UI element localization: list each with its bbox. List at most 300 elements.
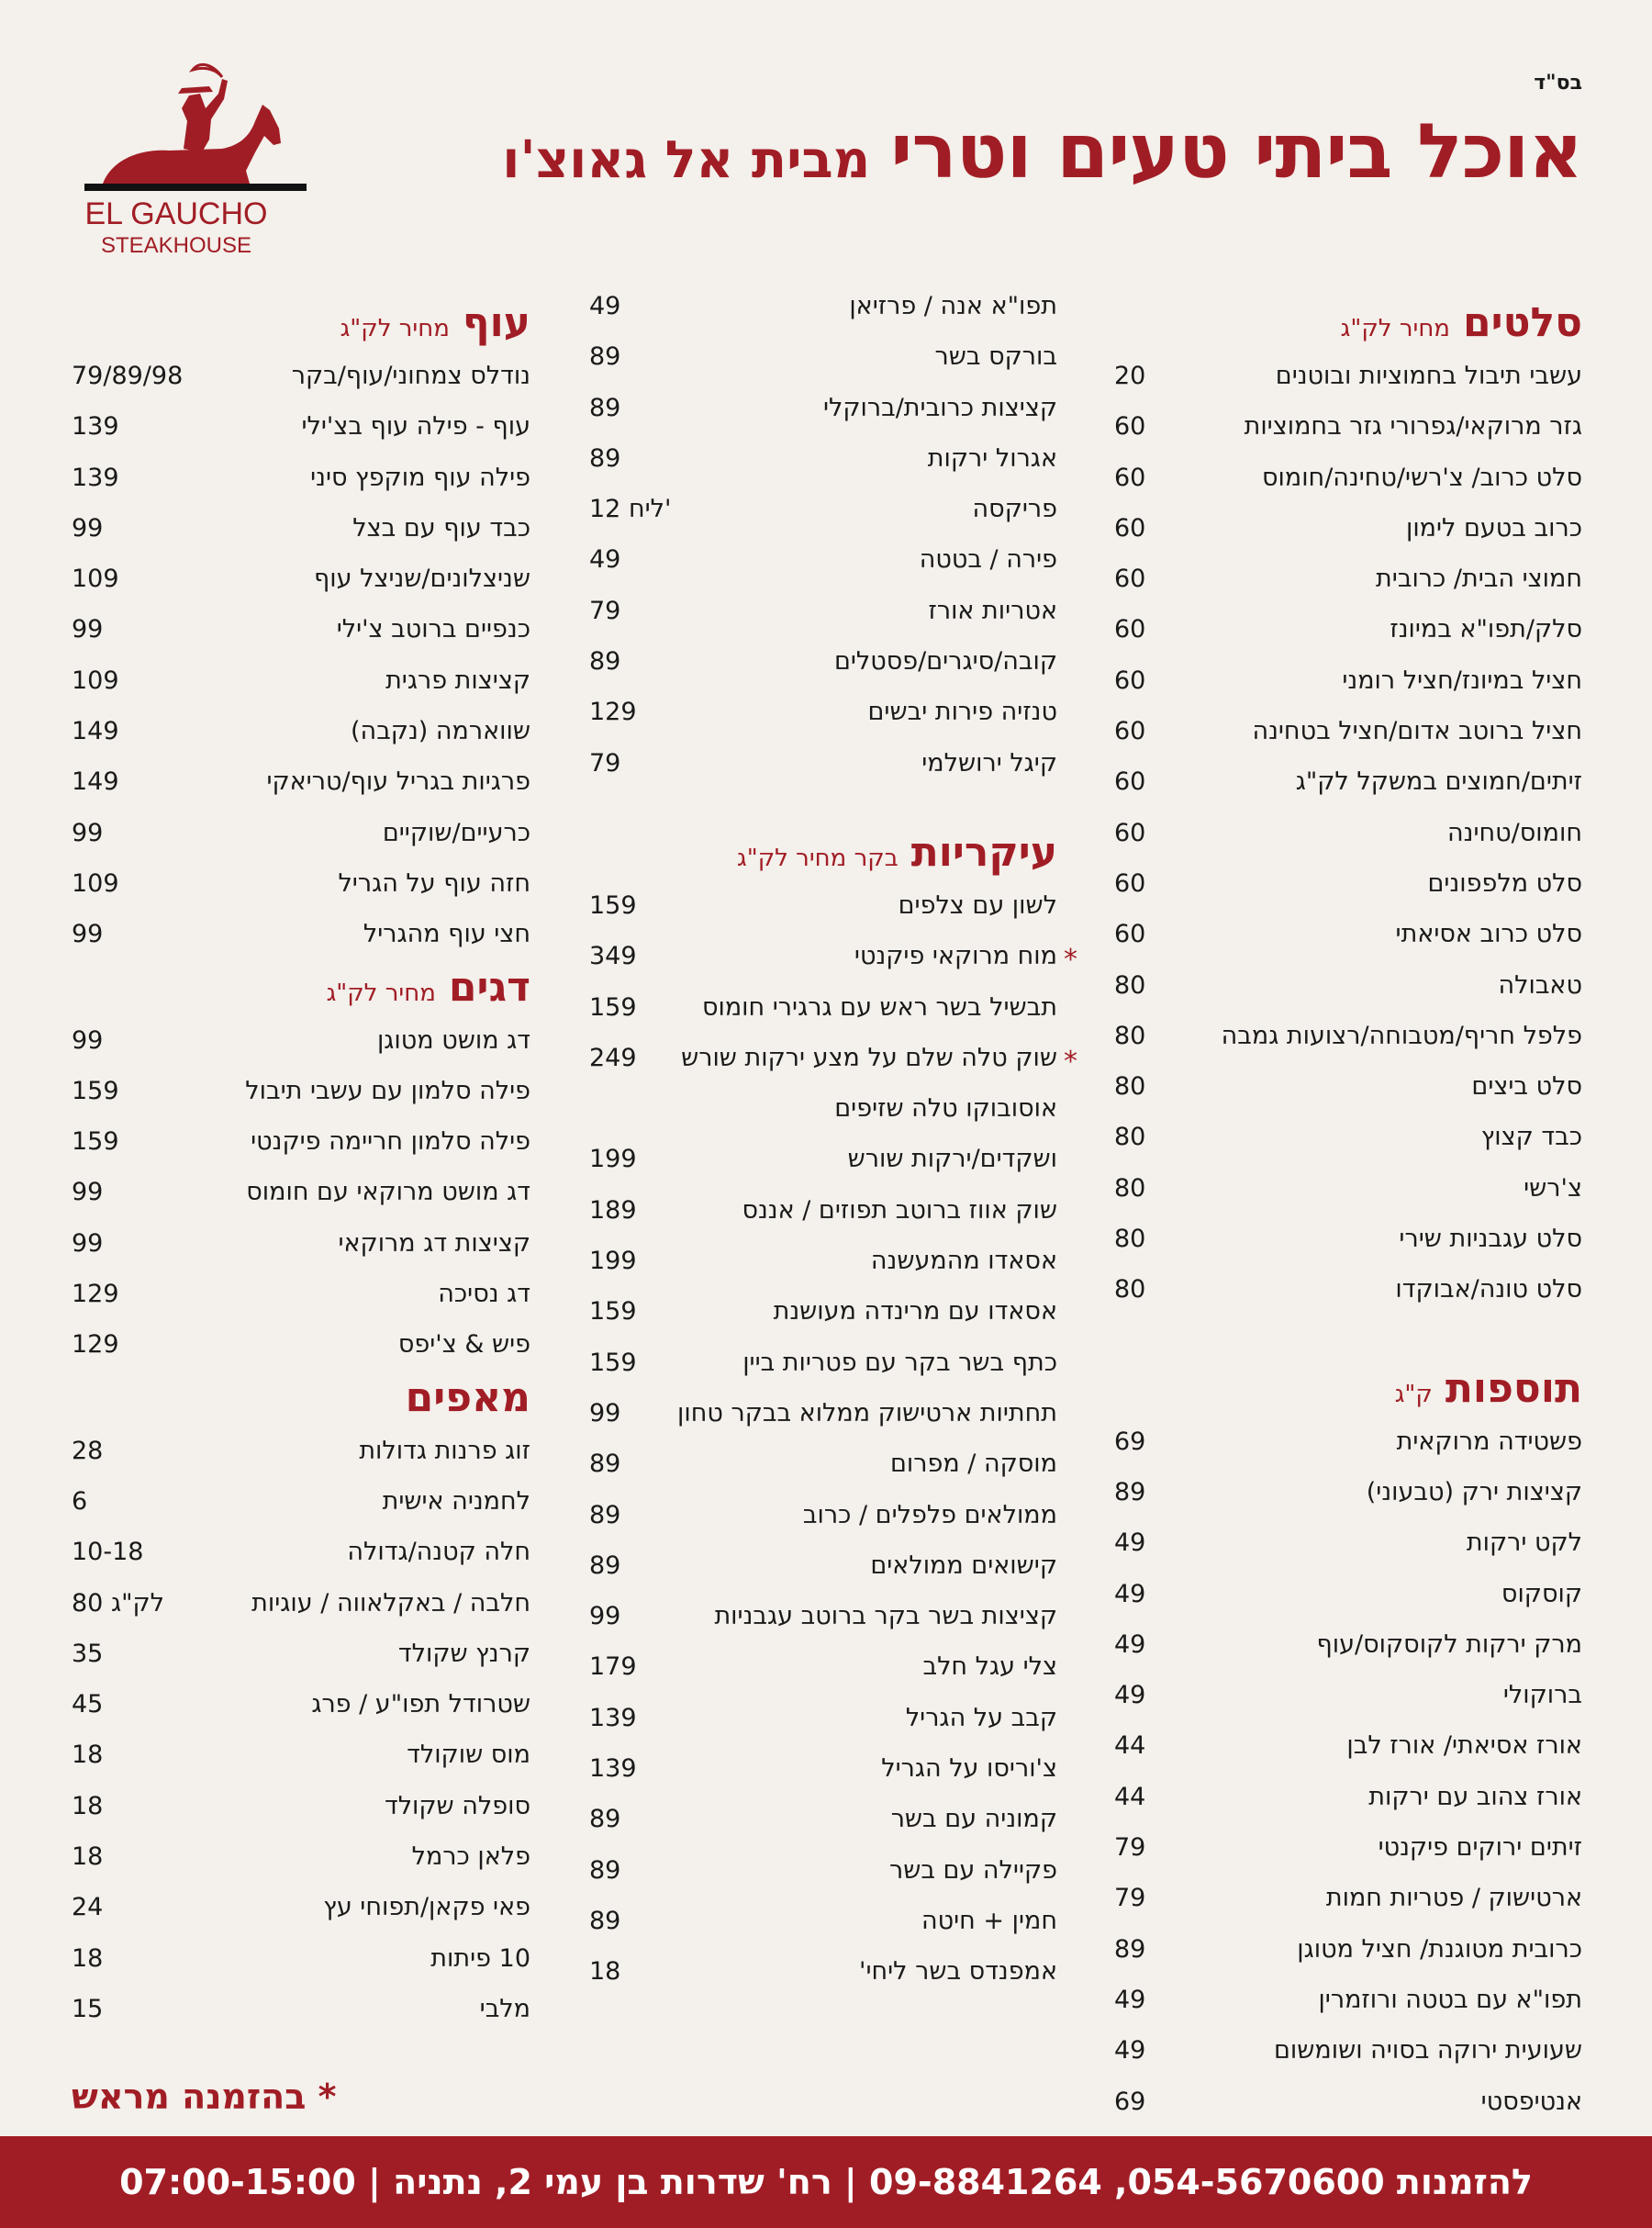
menu-item bbox=[72, 659, 530, 710]
menu-item-price: 18 bbox=[72, 1943, 104, 1973]
menu-item-name: תפו"א אנה / פרזיאן bbox=[849, 292, 1057, 320]
menu-item-price: 79/89/98 bbox=[72, 362, 184, 390]
menu-item-price: 109 bbox=[72, 666, 119, 695]
menu-item-name: אנטיפסטי bbox=[1480, 2087, 1582, 2116]
menu-item-name: לקט ירקות bbox=[1466, 1528, 1582, 1558]
menu-item bbox=[72, 1886, 530, 1936]
logo-sub: STEAKHOUSE bbox=[100, 233, 252, 258]
menu-item-name: סלט כרוב אסיאתי bbox=[1395, 920, 1582, 949]
menu-item-price: 18 bbox=[589, 1957, 621, 1987]
menu-item bbox=[589, 1239, 1057, 1290]
menu-item-price: 12 ליח' bbox=[589, 495, 672, 524]
menu-item bbox=[72, 1835, 530, 1886]
menu-item bbox=[589, 690, 1057, 741]
menu-item-name: מלבי bbox=[479, 1994, 530, 2023]
menu-item-name: קרנץ שקולד bbox=[397, 1639, 530, 1668]
menu-item bbox=[1114, 507, 1582, 557]
preorder-note: * בהזמנה מראש bbox=[72, 2077, 337, 2117]
menu-item-name: צלי עגל חלב bbox=[922, 1652, 1057, 1682]
menu-item bbox=[72, 557, 530, 608]
menu-item-name: קובה/סיגרים/פסטלים bbox=[833, 647, 1057, 677]
menu-item-price: 18 bbox=[72, 1842, 104, 1872]
menu-item bbox=[1114, 354, 1582, 405]
menu-item-name: פילה סלמון חריימה פיקנטי bbox=[251, 1127, 530, 1157]
menu-item-name: חלה קטנה/גדולה bbox=[347, 1538, 530, 1567]
menu-item bbox=[589, 1595, 1057, 1645]
menu-item-name: סלק/תפו"א במיונז bbox=[1390, 615, 1582, 644]
menu-item-name: אסאדו עם מרינדה מעושנת bbox=[773, 1297, 1057, 1327]
menu-item-price: 139 bbox=[72, 463, 119, 492]
menu-item-name: זיתים/חמוצים במשקל לק"ג bbox=[1295, 767, 1582, 797]
menu-item bbox=[72, 1480, 530, 1530]
menu-item-name: אגרול ירקות bbox=[927, 443, 1057, 473]
menu-item-price: 89 bbox=[589, 1855, 621, 1885]
menu-item-name: שטרודל תפו"ע / פרג bbox=[311, 1690, 530, 1719]
menu-item bbox=[1114, 1573, 1582, 1623]
menu-item bbox=[589, 1087, 1057, 1137]
menu-item bbox=[72, 456, 530, 507]
menu-item-price: 18 bbox=[72, 1791, 104, 1820]
menu-item-name: צ'וריסו על הגריל bbox=[881, 1754, 1057, 1784]
preorder-star-icon: * bbox=[1064, 1045, 1077, 1078]
menu-item-price: 24 bbox=[72, 1893, 104, 1922]
menu-item-name: פלאן כרמל bbox=[411, 1842, 530, 1872]
menu-item bbox=[72, 1272, 530, 1323]
menu-item bbox=[589, 1494, 1057, 1544]
menu-item-price: 60 bbox=[1114, 868, 1146, 898]
section-chicken-header bbox=[72, 299, 530, 354]
menu-item bbox=[589, 986, 1057, 1036]
menu-item-name: גזר מרוקאי/גפרורי גזר בחמוציות bbox=[1244, 412, 1582, 442]
menu-item-price: 69 bbox=[1114, 2087, 1146, 2116]
menu-item bbox=[1114, 1674, 1582, 1724]
menu-item bbox=[589, 1797, 1057, 1848]
menu-item bbox=[72, 1937, 530, 1987]
menu-item-price: 89 bbox=[1114, 1934, 1146, 1964]
menu-item bbox=[589, 640, 1057, 690]
menu-item bbox=[72, 1222, 530, 1272]
menu-item-price: 49 bbox=[1114, 1629, 1146, 1659]
menu-item-price: 99 bbox=[72, 920, 104, 949]
page-title bbox=[502, 108, 1582, 196]
menu-item bbox=[1114, 456, 1582, 507]
menu-item-price: 149 bbox=[72, 767, 119, 797]
menu-item bbox=[72, 354, 530, 405]
menu-item-name: חלבה / באקלאווה / עוגיות bbox=[251, 1588, 530, 1618]
fish-list bbox=[72, 1019, 530, 1374]
menu-item bbox=[589, 1696, 1057, 1747]
menu-item-name: חזה עוף על הגריל bbox=[338, 868, 530, 898]
menu-item-name: סופלה שקולד bbox=[384, 1791, 530, 1820]
section-note: בקר מחיר לק"ג bbox=[737, 844, 899, 872]
menu-item bbox=[1114, 1471, 1582, 1521]
menu-item bbox=[589, 1442, 1057, 1493]
section-title: סלטים bbox=[1462, 299, 1582, 346]
menu-item-name: חמין + חיטה bbox=[921, 1906, 1057, 1935]
menu-item-price: 89 bbox=[1114, 1477, 1146, 1506]
menu-item-name: כרעיים/שוקיים bbox=[382, 818, 530, 847]
menu-item bbox=[72, 1120, 530, 1170]
sides-list bbox=[1114, 1420, 1582, 2131]
menu-item-price: 80 bbox=[1114, 1021, 1146, 1050]
menu-item bbox=[1114, 964, 1582, 1014]
menu-item-name: עוף - פילה עוף בצ'ילי bbox=[301, 412, 530, 442]
menu-item-name: תבשיל בשר ראש עם גרגירי חומוס bbox=[701, 992, 1057, 1022]
bsd-label: בס"ד bbox=[1534, 72, 1582, 95]
menu-item-name: תפו"א עם בטטה ורוזמרין bbox=[1318, 1985, 1582, 2014]
section-salads-header bbox=[1114, 299, 1582, 354]
menu-item-name: ושקדים/ירקות שורש bbox=[847, 1145, 1057, 1174]
menu-item bbox=[72, 710, 530, 760]
menu-item bbox=[72, 912, 530, 963]
menu-item-price: 49 bbox=[1114, 1528, 1146, 1558]
menu-item-price: 80 bbox=[1114, 1275, 1146, 1304]
menu-item-price: 199 bbox=[589, 1247, 637, 1276]
menu-item bbox=[72, 1987, 530, 2038]
menu-item bbox=[1114, 912, 1582, 963]
menu-item bbox=[1114, 812, 1582, 862]
menu-item-price: 139 bbox=[589, 1703, 637, 1732]
menu-item bbox=[1114, 2080, 1582, 2131]
menu-item-name: אוסובוקו טלה שזיפים bbox=[834, 1094, 1057, 1124]
menu-item-name: שוק אווז ברוטב תפוזים / אננס bbox=[742, 1195, 1057, 1225]
menu-item-price: 99 bbox=[72, 1025, 104, 1055]
menu-item-price: 60 bbox=[1114, 615, 1146, 644]
menu-item-price: 69 bbox=[1114, 1427, 1146, 1456]
menu-item-name: חמוצי הבית/ כרובית bbox=[1376, 565, 1582, 594]
menu-item-price: 10-18 bbox=[72, 1538, 144, 1567]
menu-item-name: כבד עוף עם בצל bbox=[352, 513, 530, 543]
menu-item bbox=[589, 1392, 1057, 1442]
menu-item bbox=[589, 1849, 1057, 1899]
menu-item-name: עשבי תיבול בחמוציות ובוטנים bbox=[1275, 362, 1582, 390]
menu-item bbox=[589, 285, 1057, 335]
menu-item bbox=[72, 1530, 530, 1581]
menu-item-price: 99 bbox=[72, 615, 104, 644]
menu-item-price: 49 bbox=[1114, 1681, 1146, 1710]
pastries-list bbox=[72, 1429, 530, 2039]
menu-item-price: 80 bbox=[1114, 1225, 1146, 1254]
menu-item bbox=[589, 1189, 1057, 1239]
menu-item-name: קבב על הגריל bbox=[905, 1703, 1057, 1732]
menu-item-price: 80 לק"ג bbox=[72, 1588, 165, 1618]
middle-top-list bbox=[589, 285, 1057, 792]
menu-item-name: כנפיים ברוטב צ'ילי bbox=[336, 615, 530, 644]
menu-item bbox=[1114, 1065, 1582, 1115]
menu-item-price: 49 bbox=[1114, 1985, 1146, 2014]
menu-item-name: פרגיות בגריל עוף/טריאקי bbox=[266, 767, 530, 797]
menu-item bbox=[1114, 1978, 1582, 2029]
menu-item-name: פאי פקאן/תפוחי עץ bbox=[323, 1893, 530, 1922]
menu-item bbox=[1114, 1268, 1582, 1318]
menu-item-name: חציל במיונז/חציל רומני bbox=[1342, 666, 1582, 695]
menu-item-name: תחתיות ארטישוק ממלוא בבקר טחון bbox=[677, 1398, 1057, 1427]
menu-item-name: קציצות דג מרוקאי bbox=[338, 1228, 530, 1258]
menu-item bbox=[1114, 1014, 1582, 1065]
chicken-list bbox=[72, 354, 530, 964]
menu-item-name: סלט כרוב/ צ'רשי/טחינה/חומוס bbox=[1261, 463, 1582, 492]
menu-item-price: 80 bbox=[1114, 1072, 1146, 1102]
menu-item bbox=[1114, 557, 1582, 608]
section-note: מחיר לק"ג bbox=[1340, 315, 1450, 342]
menu-item-price: 89 bbox=[589, 1805, 621, 1834]
menu-item-name: קציצות בשר בקר ברוטב עגבניות bbox=[714, 1602, 1057, 1631]
menu-item-name: מרק ירקות לקוסקוס/עוף bbox=[1316, 1629, 1582, 1659]
menu-item-name: קיגל ירושלמי bbox=[921, 748, 1057, 778]
menu-item-price: 199 bbox=[589, 1145, 637, 1174]
menu-item-name: נודלס צמחוני/עוף/בקר bbox=[291, 362, 530, 390]
menu-item bbox=[1114, 1115, 1582, 1166]
menu-item-price: 60 bbox=[1114, 767, 1146, 797]
section-title: דגים bbox=[448, 963, 530, 1011]
column-left bbox=[72, 299, 530, 2038]
menu-item-name: צ'רשי bbox=[1524, 1173, 1582, 1203]
section-note: מחיר לק"ג bbox=[340, 315, 450, 342]
menu-item bbox=[589, 884, 1057, 935]
menu-item-name: סלט טונה/אבוקדו bbox=[1395, 1275, 1582, 1304]
menu-item bbox=[72, 1632, 530, 1683]
menu-item-price: 6 bbox=[72, 1486, 88, 1516]
menu-item bbox=[1114, 1167, 1582, 1217]
menu-item-price: 129 bbox=[72, 1330, 119, 1360]
menu-item-price: 60 bbox=[1114, 717, 1146, 746]
menu-item-price: 89 bbox=[589, 443, 621, 473]
menu-item-price: 80 bbox=[1114, 1173, 1146, 1203]
section-title: מאפים bbox=[405, 1373, 530, 1421]
menu-item-price: 139 bbox=[589, 1754, 637, 1784]
menu-item bbox=[1114, 862, 1582, 912]
menu-item-price: 44 bbox=[1114, 1782, 1146, 1811]
menu-item-name: ממולאים פלפלים / כרוב bbox=[802, 1500, 1057, 1529]
menu-item-name: פילה עוף מוקפץ סיני bbox=[310, 463, 530, 492]
menu-item bbox=[589, 589, 1057, 640]
menu-item bbox=[1114, 710, 1582, 760]
menu-item-price: 99 bbox=[72, 1228, 104, 1258]
menu-item-price: 79 bbox=[1114, 1833, 1146, 1863]
menu-item bbox=[1114, 608, 1582, 658]
menu-item-name: קציצות כרובית/ברוקלי bbox=[822, 393, 1057, 422]
mains-list bbox=[589, 884, 1077, 2001]
menu-item-price: 89 bbox=[589, 342, 621, 372]
menu-item-price: 149 bbox=[72, 717, 119, 746]
menu-item bbox=[72, 1683, 530, 1733]
menu-item-price: 89 bbox=[589, 393, 621, 422]
menu-item-name: 10 פיתות bbox=[430, 1943, 530, 1973]
section-pastries-header bbox=[72, 1374, 530, 1429]
menu-item-name: קציצות ירק (טבעוני) bbox=[1366, 1477, 1582, 1506]
menu-item bbox=[1114, 760, 1582, 811]
menu-item bbox=[1114, 1826, 1582, 1876]
menu-item-name: אמפנדס בשר ליחי' bbox=[859, 1957, 1057, 1987]
section-note: מחיר לק"ג bbox=[326, 979, 436, 1007]
menu-item-name: קציצות פרגית bbox=[385, 666, 530, 695]
menu-item-name: סלט מלפפונים bbox=[1427, 868, 1582, 898]
menu-item-name: שוק טלה שלם על מצע ירקות שורש bbox=[681, 1043, 1057, 1072]
menu-item-name: דג מושט מרוקאי עם חומוס bbox=[246, 1178, 530, 1207]
menu-item bbox=[589, 386, 1057, 437]
menu-item-name: בורקס בשר bbox=[934, 342, 1057, 372]
menu-item-name: אורז אסיאתי/ אורז לבן bbox=[1346, 1731, 1582, 1761]
title-main: אוכל ביתי טעים וטרי bbox=[890, 108, 1582, 196]
menu-item-price: 49 bbox=[1114, 2036, 1146, 2066]
menu-item-name: כתף בשר בקר עם פטריות ביין bbox=[742, 1348, 1057, 1377]
menu-item bbox=[589, 935, 1077, 985]
menu-item-name: קמוניה עם בשר bbox=[890, 1805, 1057, 1834]
menu-item-price: 159 bbox=[589, 1348, 637, 1377]
menu-item bbox=[589, 1645, 1057, 1696]
menu-item-name: פילה סלמון עם עשבי תיבול bbox=[245, 1076, 530, 1105]
menu-item bbox=[589, 487, 1057, 538]
menu-item-name: לחמניה אישית bbox=[382, 1486, 530, 1516]
menu-item bbox=[72, 812, 530, 862]
menu-item-price: 99 bbox=[72, 818, 104, 847]
menu-item-name: זוג פרנות גדולות bbox=[359, 1436, 530, 1465]
menu-item-price: 89 bbox=[589, 1450, 621, 1479]
menu-item-price: 159 bbox=[589, 1297, 637, 1327]
menu-item-price: 89 bbox=[589, 647, 621, 677]
menu-item-name: שווארמה (נקבה) bbox=[351, 717, 530, 746]
menu-item bbox=[589, 335, 1057, 386]
menu-item bbox=[72, 1429, 530, 1480]
menu-item-name: פלפל חריף/מטבוחה/רצועות גמבה bbox=[1221, 1021, 1582, 1050]
menu-item-price: 15 bbox=[72, 1994, 104, 2023]
menu-item-name: דג מושט מטוגן bbox=[376, 1025, 530, 1055]
menu-item-name: טאבולה bbox=[1498, 970, 1582, 1000]
menu-item-price: 60 bbox=[1114, 666, 1146, 695]
menu-item bbox=[72, 405, 530, 455]
preorder-star-icon: * bbox=[1064, 944, 1077, 977]
menu-item-price: 60 bbox=[1114, 818, 1146, 847]
menu-item-price: 79 bbox=[589, 596, 621, 625]
section-fish-header bbox=[72, 964, 530, 1019]
menu-item-price: 159 bbox=[589, 992, 637, 1022]
menu-item bbox=[589, 1950, 1057, 2000]
menu-item-price: 99 bbox=[72, 1178, 104, 1207]
menu-item-name: סלט עגבניות שירי bbox=[1399, 1225, 1582, 1254]
logo-name: EL GAUCHO bbox=[84, 196, 268, 231]
menu-item-price: 189 bbox=[589, 1195, 637, 1225]
menu-item bbox=[72, 1785, 530, 1835]
menu-item-name: אטריות אורז bbox=[928, 596, 1057, 625]
menu-item-name: דג נסיכה bbox=[438, 1280, 530, 1309]
menu-item bbox=[589, 437, 1057, 487]
menu-item-price: 28 bbox=[72, 1436, 104, 1465]
menu-item-name: אסאדו מהמעשנה bbox=[870, 1247, 1057, 1276]
menu-item-name: כבד קצוץ bbox=[1480, 1123, 1582, 1152]
column-middle bbox=[589, 285, 1077, 2001]
menu-item-price: 49 bbox=[589, 292, 621, 320]
menu-item-price: 35 bbox=[72, 1639, 104, 1668]
menu-item-name: פקיילה עם בשר bbox=[888, 1855, 1057, 1885]
menu-item bbox=[1114, 1775, 1582, 1826]
menu-item-price: 89 bbox=[589, 1906, 621, 1935]
section-title: תוספות bbox=[1445, 1364, 1582, 1412]
menu-item-name: מוח מרוקאי פיקנטי bbox=[854, 942, 1057, 971]
menu-item bbox=[1114, 2029, 1582, 2079]
menu-item-name: קוסקוס bbox=[1501, 1579, 1582, 1608]
menu-item-price: 45 bbox=[72, 1690, 104, 1719]
section-title: עיקריות bbox=[910, 828, 1057, 876]
menu-item bbox=[72, 760, 530, 811]
menu-item-name: חצי עוף מהגריל bbox=[363, 920, 530, 949]
menu-item-name: שניצלונים/שניצל עוף bbox=[313, 565, 530, 594]
menu-item-price: 60 bbox=[1114, 565, 1146, 594]
menu-item bbox=[589, 742, 1057, 792]
menu-item bbox=[72, 507, 530, 557]
section-mains-header bbox=[589, 829, 1057, 884]
menu-item-name: מוסקה / מפרום bbox=[890, 1450, 1057, 1479]
menu-item bbox=[589, 1137, 1057, 1188]
menu-item bbox=[589, 1341, 1057, 1392]
menu-item-price: 139 bbox=[72, 412, 119, 442]
title-sub: מבית אל גאוצ'ו bbox=[502, 130, 871, 190]
menu-item bbox=[1114, 1724, 1582, 1775]
menu-item-price: 99 bbox=[589, 1602, 621, 1631]
menu-item-price: 79 bbox=[1114, 1884, 1146, 1913]
menu-item-name: לשון עם צלפים bbox=[898, 890, 1057, 920]
menu-item-price: 89 bbox=[589, 1500, 621, 1529]
menu-item-name: פירה / בטטה bbox=[919, 545, 1057, 575]
section-note: ק"ג bbox=[1394, 1380, 1433, 1408]
menu-item bbox=[1114, 1928, 1582, 1978]
menu-item bbox=[72, 608, 530, 658]
menu-item-price: 49 bbox=[1114, 1579, 1146, 1608]
menu-item-name: פשטידה מרוקאית bbox=[1396, 1427, 1582, 1456]
menu-item-name: זיתים ירוקים פיקנטי bbox=[1378, 1833, 1582, 1863]
section-sides-header bbox=[1114, 1365, 1582, 1420]
menu-item-price: 44 bbox=[1114, 1731, 1146, 1761]
menu-item-price: 60 bbox=[1114, 920, 1146, 949]
menu-item-price: 109 bbox=[72, 565, 119, 594]
menu-item-price: 349 bbox=[589, 942, 637, 971]
menu-item bbox=[72, 862, 530, 912]
menu-item bbox=[72, 1323, 530, 1373]
menu-item-name: אורז צהוב עם ירקות bbox=[1368, 1782, 1582, 1811]
menu-item-name: קישואים ממולאים bbox=[870, 1551, 1057, 1580]
menu-item-price: 99 bbox=[72, 513, 104, 543]
menu-item bbox=[589, 1036, 1077, 1087]
menu-item-price: 60 bbox=[1114, 463, 1146, 492]
menu-item-price: 249 bbox=[589, 1043, 637, 1072]
menu-item bbox=[1114, 1521, 1582, 1572]
menu-item-name: שעועית ירוקה בסויה ושומשום bbox=[1274, 2036, 1582, 2066]
menu-item-price: 79 bbox=[589, 748, 621, 778]
menu-item-price: 159 bbox=[72, 1127, 119, 1157]
menu-item bbox=[72, 1582, 530, 1632]
menu-item bbox=[72, 1170, 530, 1221]
menu-item-name: סלט ביצים bbox=[1471, 1072, 1582, 1102]
menu-item bbox=[1114, 1217, 1582, 1268]
menu-item-price: 80 bbox=[1114, 970, 1146, 1000]
menu-item-name: מוס שוקולד bbox=[407, 1741, 530, 1770]
menu-item-price: 80 bbox=[1114, 1123, 1146, 1152]
menu-item-price: 18 bbox=[72, 1741, 104, 1770]
menu-item-price: 159 bbox=[589, 890, 637, 920]
menu-item bbox=[1114, 1623, 1582, 1674]
menu-item-price: 129 bbox=[589, 698, 637, 727]
column-right bbox=[1114, 299, 1582, 2131]
menu-item-name: טנזיה פירות יבשים bbox=[867, 698, 1057, 727]
menu-item-name: חומוס/טחינה bbox=[1447, 818, 1582, 847]
menu-item bbox=[589, 1899, 1057, 1950]
menu-item-price: 20 bbox=[1114, 362, 1146, 390]
menu-item bbox=[589, 1290, 1057, 1340]
menu-item bbox=[72, 1069, 530, 1120]
salads-list bbox=[1114, 354, 1582, 1319]
menu-item-name: פיש & צ'יפס bbox=[397, 1330, 530, 1360]
menu-item-price: 99 bbox=[589, 1398, 621, 1427]
menu-item bbox=[1114, 659, 1582, 710]
